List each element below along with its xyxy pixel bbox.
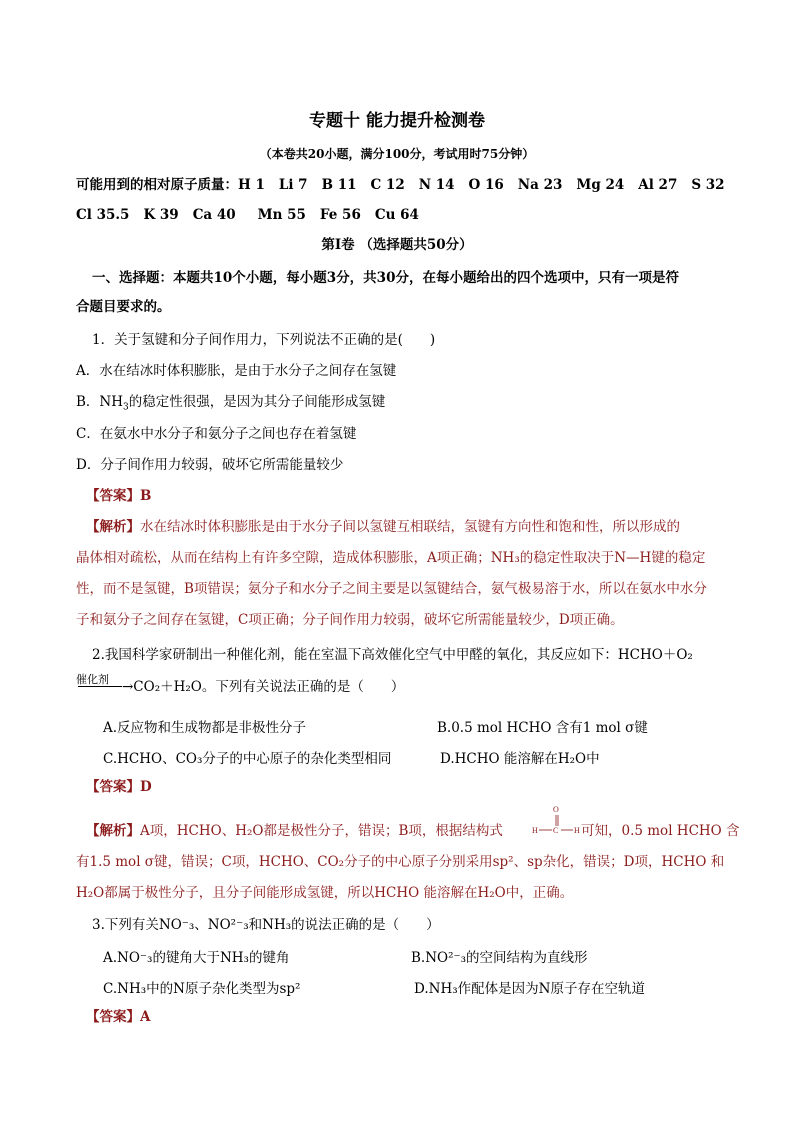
q2-analysis-3: H₂O都属于极性分子，且分子间能形成氢键，所以HCHO 能溶解在H₂O中，正确。 (76, 885, 574, 901)
q2-option-d: D.HCHO 能溶解在H₂O中 (440, 751, 600, 767)
answer-value: A (140, 1009, 151, 1025)
mass-item: Na 23 (517, 177, 563, 193)
q3-option-c: C.NH₃中的N原子杂化类型为sp² (103, 981, 301, 997)
page-title: 专题十 能力提升检测卷 (309, 111, 485, 131)
section-title: 第Ⅰ卷 （选择题共50分） (321, 237, 473, 253)
q3-option-b: B.NO²⁻₃的空间结构为直线形 (411, 950, 588, 966)
q1-analysis-4: 子和氨分子之间存在氢键，C项正确；分子间作用力较弱，破坏它所需能量较少，D项正确。 (76, 612, 624, 628)
q2-analysis-1 (86, 822, 503, 840)
q2-stem-1: 2.我国科学家研制出一种催化剂，能在室温下高效催化空气中甲醛的氧化，其反应如下：HCHO＋O₂ (92, 647, 693, 663)
q1-analysis-1 (86, 518, 680, 536)
q1-option-d: D．分子间作用力较弱，破坏它所需能量较少 (76, 457, 344, 473)
answer-value: B (140, 488, 152, 504)
analysis-text: A项，HCHO、H₂O都是极性分子，错误；B项，根据结构式 (140, 823, 503, 839)
catalyst-label: 催化剂 (76, 673, 109, 686)
q1-stem: 1．关于氢键和分子间作用力，下列说法不正确的是( ) (92, 332, 436, 348)
analysis-text: 水在结冰时体积膨胀是由于水分子间以氢键互相联结，氢键有方向性和饱和性，所以形成的 (140, 519, 680, 535)
q3-answer (86, 1008, 150, 1026)
q1-answer (86, 487, 151, 505)
struct-h-left: H (532, 826, 538, 835)
mass-item: Fe 56 (319, 207, 361, 223)
struct-h-right: H (574, 826, 580, 835)
atomic-mass-row-1 (76, 176, 739, 194)
exam-info: （本卷共20小题，满分100分，考试用时75分钟） (259, 147, 535, 161)
answer-label: 【答案】 (86, 488, 140, 504)
mass-item: B 11 (321, 177, 357, 193)
struct-o: O (553, 805, 559, 814)
q2-stem-2: →CO₂＋H₂O。下列有关说法正确的是（ ） (122, 679, 405, 695)
mass-item: Cl 35.5 (76, 207, 130, 223)
mass-item: K 39 (143, 207, 179, 223)
q1-option-c: C．在氨水中水分子和氨分子之间也存在着氢键 (76, 426, 357, 442)
q1-option-b (76, 393, 385, 417)
answer-value: D (140, 779, 152, 795)
mass-item: O 16 (468, 177, 504, 193)
q1-option-a: A．水在结冰时体积膨胀，是由于水分子之间存在氢键 (76, 363, 397, 379)
mass-item: H 1 (238, 177, 265, 193)
q1-analysis-2: 晶体相对疏松，从而在结构上有许多空隙，造成体积膨胀，A项正确；NH₃的稳定性取决于N—H键的稳定 (76, 550, 706, 566)
mass-item: S 32 (691, 177, 725, 193)
q2-analysis-2: 有1.5 mol σ键，错误；C项，HCHO、CO₂分子的中心原子分别采用sp²、sp杂化，错误；D项，HCHO 和 (76, 854, 725, 870)
q1-b-post: 的稳定性很强，是因为其分子间能形成氢键 (128, 394, 386, 410)
struct-c: C (553, 826, 559, 835)
q1-b-sub: 3 (123, 402, 129, 413)
q3-option-a: A.NO⁻₃的键角大于NH₃的键角 (103, 950, 290, 966)
mass-item: N 14 (418, 177, 455, 193)
mass-item: Mg 24 (576, 177, 625, 193)
q1-analysis-3: 性，而不是氢键，B项错误；氨分子和水分子之间主要是以氢键结合，氨气极易溶于水，所以在氨水中水分 (76, 581, 707, 597)
q2-analysis-1b: 可知，0.5 mol HCHO 含 (581, 823, 740, 839)
answer-label: 【答案】 (86, 1009, 140, 1025)
reaction-arrow-line (78, 686, 122, 687)
q2-option-b: B.0.5 mol HCHO 含有1 mol σ键 (437, 720, 648, 736)
q3-stem: 3.下列有关NO⁻₃、NO²⁻₃和NH₃的说法正确的是（ ） (92, 917, 440, 933)
analysis-label: 【解析】 (86, 823, 140, 839)
analysis-label: 【解析】 (86, 519, 140, 535)
mass-item: Li 7 (278, 177, 308, 193)
answer-label: 【答案】 (86, 779, 140, 795)
formaldehyde-structure (531, 802, 581, 842)
atomic-mass-label: 可能用到的相对原子质量： (76, 177, 238, 193)
q2-option-c: C.HCHO、CO₃分子的中心原子的杂化类型相同 (103, 751, 392, 767)
part-instruction-2: 合题目要求的。 (76, 299, 171, 315)
atomic-mass-row-2 (76, 206, 433, 224)
q2-answer (86, 778, 152, 796)
q3-option-d: D.NH₃作配体是因为N原子存在空轨道 (414, 981, 645, 997)
mass-item: Cu 64 (374, 207, 419, 223)
mass-item: Mn 55 (257, 207, 306, 223)
part-instruction-1: 一、选择题：本题共10个小题，每小题3分，共30分，在每小题给出的四个选项中，只有一项是符 (92, 270, 679, 286)
mass-item: Ca 40 (192, 207, 236, 223)
q2-option-a: A.反应物和生成物都是非极性分子 (103, 720, 307, 736)
mass-item: C 12 (370, 177, 405, 193)
mass-item: Al 27 (638, 177, 678, 193)
q1-b-pre: B．NH (76, 394, 124, 410)
